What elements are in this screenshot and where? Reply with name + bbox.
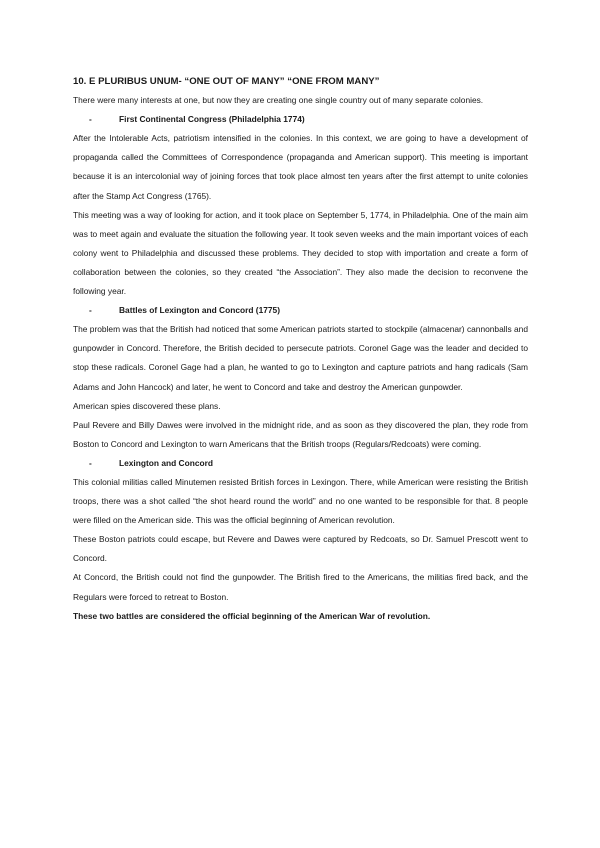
paragraph: American spies discovered these plans. bbox=[73, 400, 221, 411]
bullet-dash: - bbox=[89, 114, 92, 125]
paragraph: This colonial militias called Minutemen resisted British forces in Lexingon. There, while American were resisting the British troops, there was a shot called “the shot heard round the world” and no one wanted to be responsible for that. 8 people were filled on the American side. This was the official beginning of American revolution. bbox=[73, 476, 528, 526]
bullet-dash: - bbox=[89, 305, 92, 316]
paragraph: After the Intolerable Acts, patriotism intensified in the colonies. In this context, we are going to have a development of propaganda called the Committees of Correspondence (propaganda and American support). This meeting is important because it is an intercolonial way of joining forces that took place almost ten years after the first attempt to unite colonies after the Stamp Act Congress (1765). bbox=[73, 133, 528, 201]
paragraph: Paul Revere and Billy Dawes were involved in the midnight ride, and as soon as they discovered the plan, they rode from Boston to Concord and Lexington to warn Americans that the British troops (Regulars/Redcoats) were coming. bbox=[73, 419, 528, 449]
paragraph: This meeting was a way of looking for action, and it took place on September 5, 1774, in Philadelphia. One of the main aim was to meet again and evaluate the situation the following year. It took seven weeks and the main important voices of each colony went to Philadelphia and discussed these problems. They decided to stop with importation and create a form of collaboration between the colonies, so they created “the Association”. They also made the decision to reconvene the following year. bbox=[73, 209, 528, 297]
paragraph: These Boston patriots could escape, but Revere and Dawes were captured by Redcoats, so Dr. Samuel Prescott went to Concord. bbox=[73, 534, 528, 564]
section-heading-first-continental-congress bbox=[73, 110, 528, 129]
section-heading-label: Lexington and Concord bbox=[119, 457, 213, 468]
paragraph: The problem was that the British had noticed that some American patriots started to stockpile (almacenar) cannonballs and gunpowder in Concord. Therefore, the British decided to persecute patriots. Coronel Gage was the leader and decided to stop these radicals. Coronel Gage had a plan, he wanted to go to Lexington and capture patriots and hang radicals (Sam Adams and John Hancock) and later, he went to Concord and take and destroy the American gunpowder. bbox=[73, 324, 528, 392]
bullet-dash: - bbox=[89, 457, 92, 468]
intro-paragraph: There were many interests at one, but now they are creating one single country out of many separate colonies. bbox=[73, 95, 484, 106]
section-heading-label: First Continental Congress (Philadelphia 1774) bbox=[119, 114, 305, 125]
section-heading-lexington-and-concord bbox=[73, 454, 528, 473]
conclusion-paragraph: These two battles are considered the official beginning of the American War of revolution. bbox=[73, 610, 431, 621]
document-title: 10. E PLURIBUS UNUM- “ONE OUT OF MANY” “ONE FROM MANY” bbox=[73, 76, 380, 87]
section-heading-label: Battles of Lexington and Concord (1775) bbox=[119, 305, 281, 316]
document-page bbox=[73, 72, 528, 626]
section-heading-battles-lexington-concord bbox=[73, 301, 528, 320]
paragraph: At Concord, the British could not find the gunpowder. The British fired to the Americans, the militias fired back, and the Regulars were forced to retreat to Boston. bbox=[73, 572, 528, 602]
